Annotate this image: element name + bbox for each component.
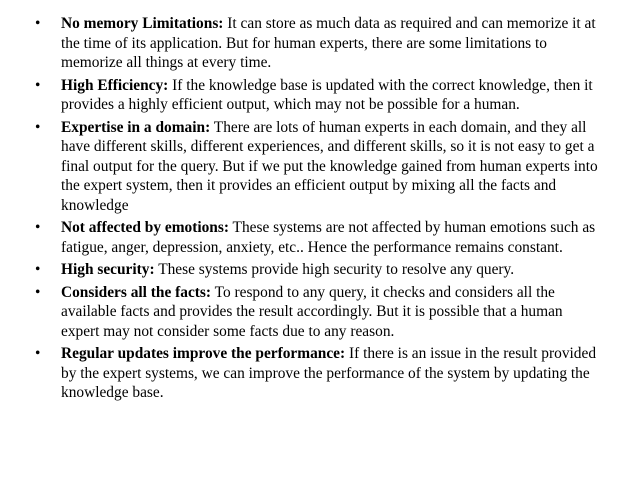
bullet-text: If the knowledge base is updated with the correct knowledge, then it provides a highly efficient output, which may not be possible for a human.: [61, 76, 593, 113]
bullet-icon: •: [35, 283, 41, 301]
bullet-term: High Efficiency:: [61, 76, 169, 94]
bullet-item-considers-all-the-facts: [35, 283, 600, 342]
bullet-icon: •: [35, 76, 41, 94]
bullet-icon: •: [35, 118, 41, 136]
bullet-text: If there is an issue in the result provided by the expert systems, we can improve the performance of the system by updating the knowledge base.: [61, 345, 597, 401]
bullet-text: It can store as much data as required and can memorize it at the time of its application. But for human experts, there are some limitations to memorize all things at every time.: [61, 15, 596, 71]
bullet-text: To respond to any query, it checks and considers all the available facts and provides the result accordingly. But it is possible that a human expert may not consider some facts due to any reason.: [61, 283, 563, 340]
bullet-term: Considers all the facts:: [61, 283, 212, 301]
bullet-term: Not affected by emotions:: [61, 219, 229, 236]
bullet-text: There are lots of human experts in each domain, and they all have different skills, different experiences, and different skills, so it is not easy to get a final output for the query. But if we put the knowledge gained from human experts into the expert system, then it provides an efficient output by mixing all the facts and knowledge: [61, 118, 598, 214]
bullet-item-not-affected-by-emotions: [35, 218, 600, 257]
bullet-icon: •: [35, 261, 41, 278]
bullet-item-no-memory-limitations: [35, 14, 600, 73]
bullet-term: No memory Limitations:: [61, 15, 224, 32]
bullet-item-high-security: [35, 260, 600, 280]
bullet-term: High security:: [61, 261, 155, 278]
advantages-bullet-list: [35, 14, 600, 406]
bullet-icon: •: [35, 219, 41, 236]
bullet-term: Expertise in a domain:: [61, 118, 211, 136]
bullet-text: These systems are not affected by human emotions such as fatigue, anger, depression, anxiety, etc.. Hence the performance remains constant.: [61, 219, 596, 256]
bullet-item-expertise-in-a-domain: [35, 118, 600, 216]
bullet-text: These systems provide high security to resolve any query.: [154, 261, 515, 278]
bullet-item-regular-updates: [35, 344, 600, 403]
bullet-item-high-efficiency: [35, 76, 600, 115]
bullet-icon: •: [35, 15, 41, 32]
bullet-term: Regular updates improve the performance:: [61, 345, 346, 362]
bullet-icon: •: [35, 345, 41, 362]
